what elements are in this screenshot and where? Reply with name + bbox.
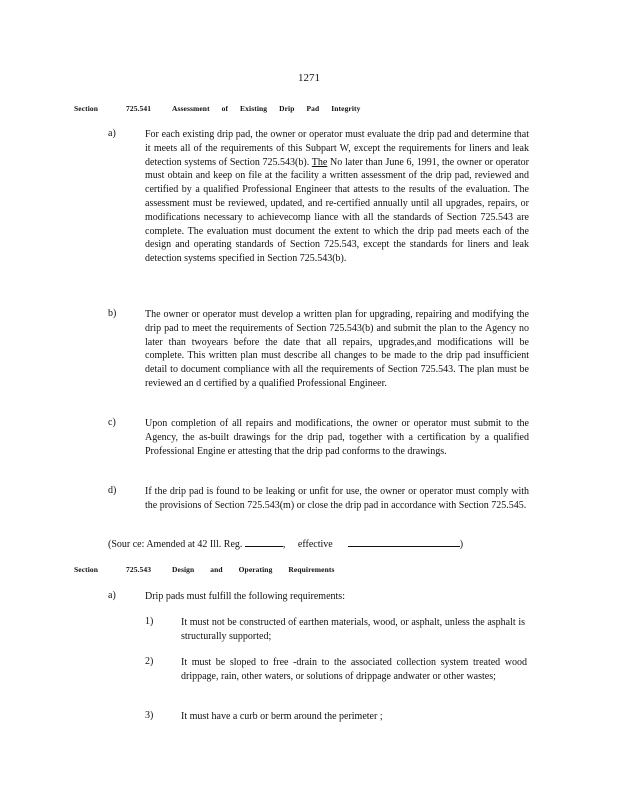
item-marker-a: a) [108,128,116,139]
item-text-2a: Drip pads must fulfill the following requirements: [145,591,345,602]
section-heading-725-543 [74,565,334,574]
source-note-prefix: (Sour ce: Amended at 42 Ill. Reg. [108,539,243,550]
source-note-effective: effective [297,539,333,550]
section-heading-725-541 [74,104,360,113]
subitem-text-2: It must be sloped to free -drain to the associated collection system treated wood drippage, rain, other waters, or solutions of drippage andwater or other wastes; [181,657,527,682]
section-label: Section [74,565,99,574]
item-text-a-part1: For each existing drip pad, the owner or operator must evaluate the drip pad and determine that it meets all of the requirements of this Subpart W, except the requirements for liners and leak detection systems of Section 725.543(b). [145,129,529,168]
item-text-d: If the drip pad is found to be leaking or unfit for use, the owner or operator must comply with the provisions of Section 725.543(m) or close the drip pad in accordance with Section 725.545. [145,486,529,511]
item-text-b: The owner or operator must develop a written plan for upgrading, repairing and modifying the drip pad to meet the requirements of Section 725.543(b) and submit the plan to the Agency no later than twoyears before the date that all repairs, upgrades,and modifications will be complete. This written plan must describe all changes to be made to the drip pad insufficient detail to document compliance with all the requirements of Section 725.543. The plan must be reviewed an d certified by a qualified Professional Engineer. [145,309,529,389]
source-note-separator: , [282,539,286,550]
source-note [108,537,463,550]
item-text-a [145,128,529,266]
section-number: 725.543 [126,565,152,574]
item-marker-b: b) [108,308,117,319]
source-note-blank-date [348,537,460,547]
subitem-text-1: It must not be constructed of earthen materials, wood, or asphalt, unless the asphalt is structurally supported; [181,617,525,642]
item-text-c: Upon completion of all repairs and modifications, the owner or operator must submit to the Agency, the as-built drawings for the drip pad, together with a certification by a qualified Professional Engine er attesting that the drip pad conforms to the drawings. [145,418,529,457]
section-title: Design and Operating Requirements [172,565,335,574]
section-title: Assessment of Existing Drip Pad Integrity [172,104,361,113]
item-marker-d: d) [108,485,117,496]
item-text-a-part2: No later than June 6, 1991, the owner or operator must obtain and keep on file at the facility a written assessment of the drip pad, reviewed and certified by a qualified Professional Engineer that attests to the results of the evaluation. The assessment must be reviewed, updated, and re-certified annually until all upgrades, repairs, or modifications necessary to achievecomp liance with all the standards of Section 725.543 are complete. The evaluation must document the extent to which the drip pad meets each of the design and operating standards of Section 725.543, except the standards for liners and leak detection systems specified in Section 725.543(b). [145,156,530,265]
subitem-marker-3: 3) [145,710,154,721]
item-text-a-underlined: The [311,156,328,168]
subitem-marker-2: 2) [145,656,154,667]
source-note-blank-reg [245,537,283,547]
section-number: 725.541 [126,104,152,113]
item-marker-2a: a) [108,590,116,601]
page-number: 1271 [298,72,320,84]
item-marker-c: c) [108,417,116,428]
source-note-suffix: ) [459,539,464,550]
subitem-marker-1: 1) [145,616,154,627]
section-label: Section [74,104,99,113]
subitem-text-3: It must have a curb or berm around the perimeter ; [181,711,383,722]
